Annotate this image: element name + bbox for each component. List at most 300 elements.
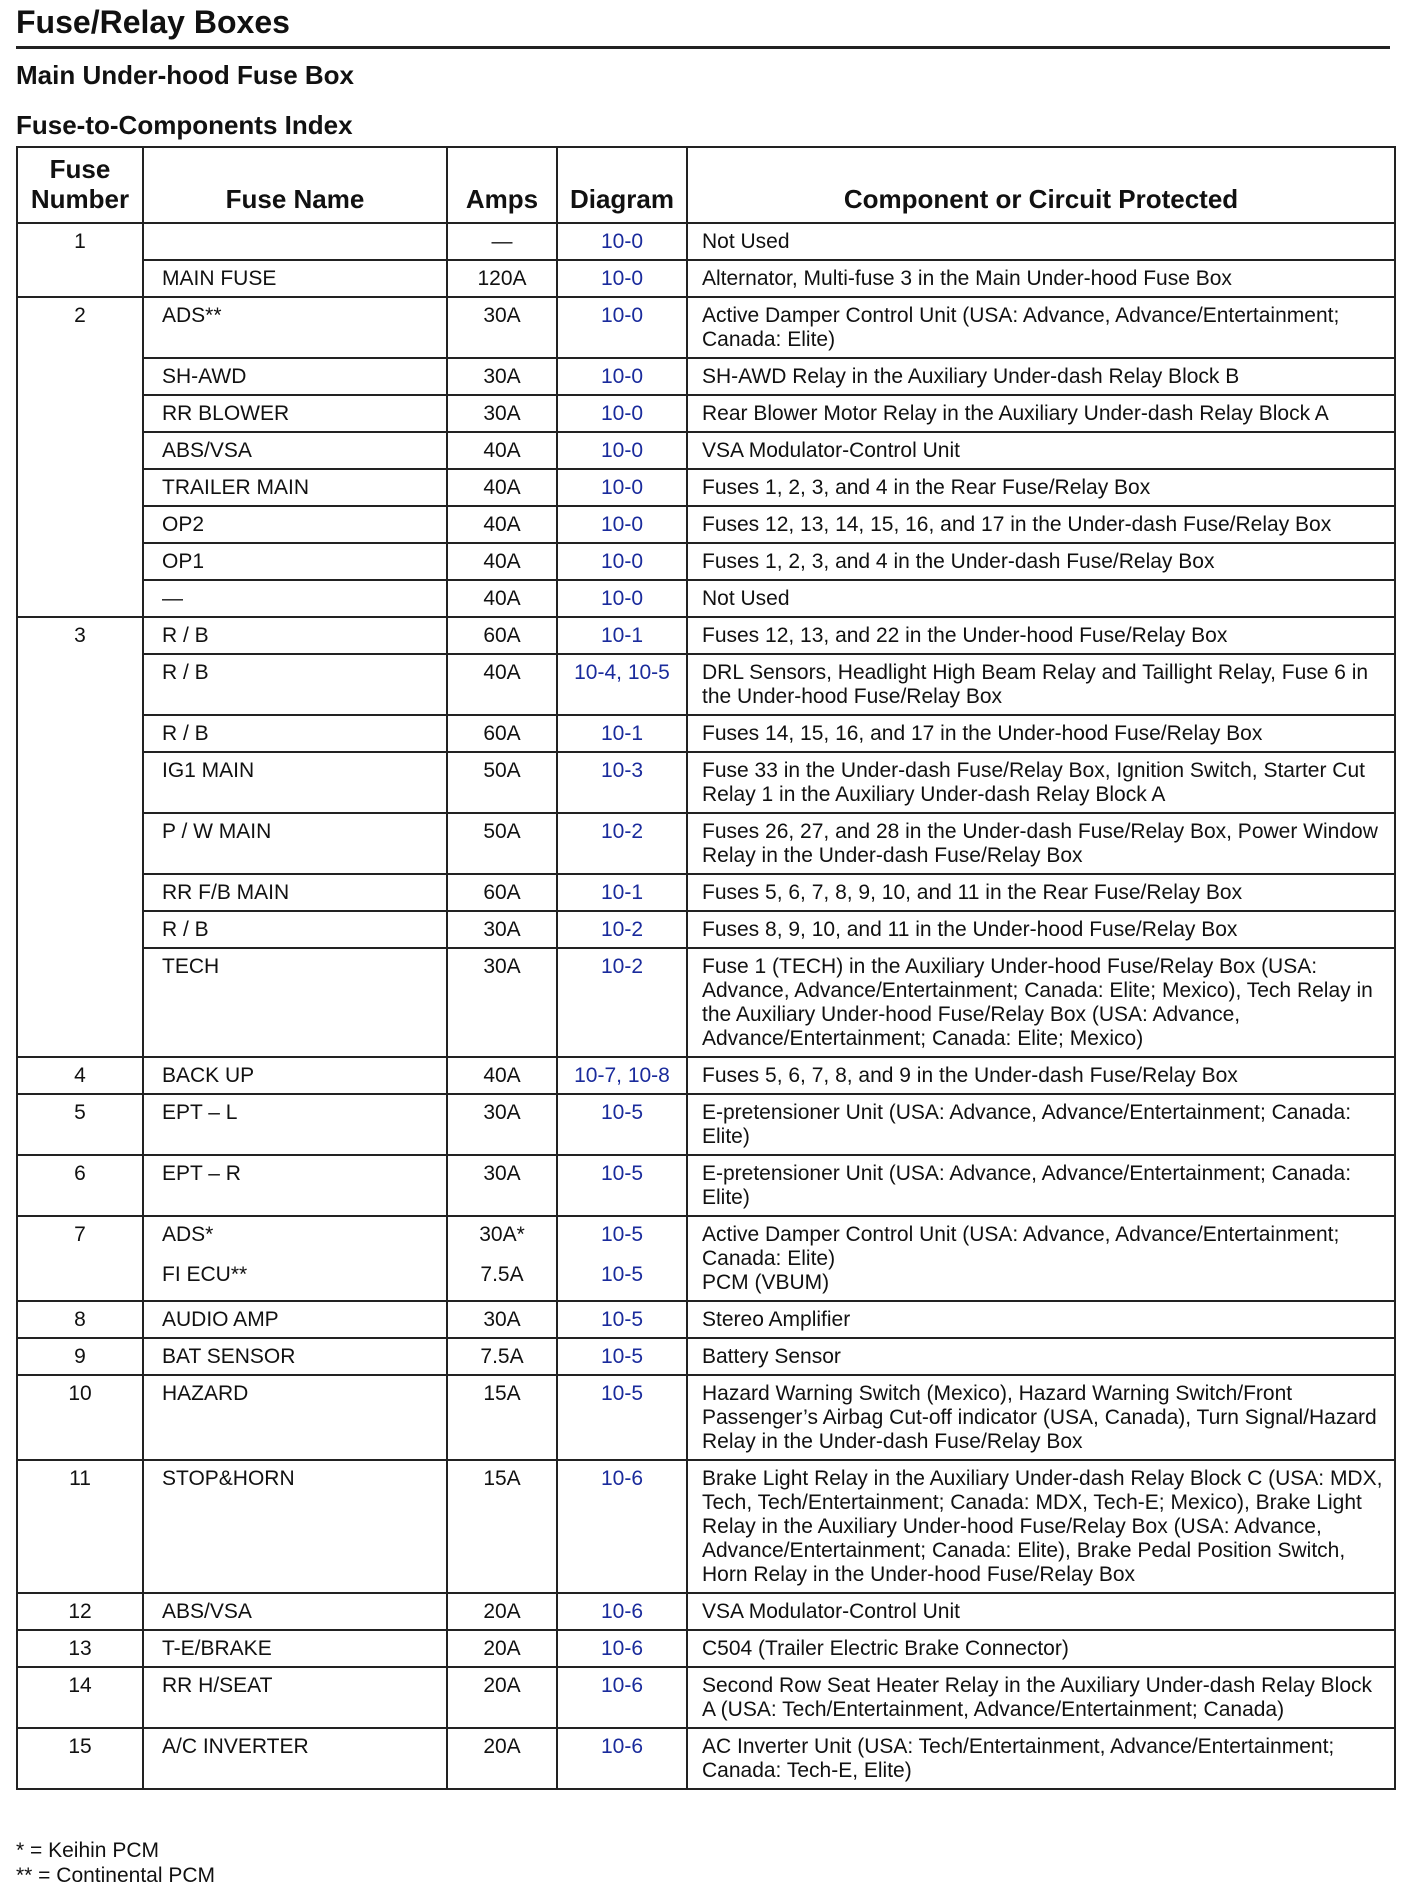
fuse-number-cell-text: 11 (69, 1467, 91, 1490)
amps-cell (447, 813, 557, 874)
amps-cell (447, 654, 557, 715)
component-cell-text: Active Damper Control Unit (USA: Advance, Advance/Entertainment; Canada: Elite) (702, 1223, 1340, 1270)
fuse-name-cell (143, 1375, 447, 1460)
diagram-cell-text: 10-2 (600, 955, 644, 978)
fuse-number-cell (17, 948, 143, 1057)
amps-cell-text: 40A (483, 439, 521, 462)
fuse-name-cell-text: R / B (162, 722, 209, 745)
component-cell-text: Fuses 12, 13, 14, 15, 16, and 17 in the Under-dash Fuse/Relay Box (702, 513, 1332, 536)
component-cell-text: Fuses 12, 13, and 22 in the Under-hood Fuse/Relay Box (702, 624, 1228, 647)
component-cell (687, 654, 1395, 715)
component-cell-text: Active Damper Control Unit (USA: Advance, Advance/Entertainment; Canada: Elite) (702, 304, 1340, 351)
fuse-number-cell (17, 617, 143, 654)
component-cell (687, 1338, 1395, 1375)
fuse-number-cell (17, 543, 143, 580)
fuse-name-cell (143, 1728, 447, 1789)
diagram-cell (557, 1667, 687, 1728)
fuse-number-cell-text: 8 (74, 1308, 86, 1331)
fuse-number-cell-text: 5 (74, 1101, 86, 1124)
amps-cell (447, 1057, 557, 1094)
diagram-cell (557, 297, 687, 358)
amps-cell-text: 30A (483, 365, 521, 388)
diagram-cell-text: 10-6 (600, 1674, 644, 1697)
fuse-name-cell (143, 948, 447, 1057)
amps-cell (447, 1301, 557, 1338)
diagram-cell-text: 10-0 (600, 513, 644, 536)
fuse-number-cell-text: 10 (68, 1382, 92, 1405)
component-cell-text: Fuses 5, 6, 7, 8, 9, 10, and 11 in the Rear Fuse/Relay Box (702, 881, 1243, 904)
fuse-name-cell-text: ABS/VSA (162, 439, 252, 462)
diagram-cell (557, 911, 687, 948)
diagram-cell (557, 395, 687, 432)
diagram-cell (557, 1593, 687, 1630)
diagram-cell (557, 1630, 687, 1667)
fuse-name-cell-text: HAZARD (162, 1382, 249, 1405)
title-divider (16, 46, 1390, 49)
component-cell-text: Hazard Warning Switch (Mexico), Hazard Warning Switch/Front Passenger’s Airbag Cut-off indicator (USA, Canada), Turn Signal/Hazard Relay in the Under-dash Fuse/Relay Box (702, 1382, 1377, 1453)
amps-cell (447, 432, 557, 469)
footnote-continental: ** = Continental PCM (16, 1864, 216, 1887)
fuse-name-cell (143, 1338, 447, 1375)
fuse-name-cell (143, 580, 447, 617)
fuse-number-cell-text: 9 (74, 1345, 86, 1368)
fuse-number-cell (17, 580, 143, 617)
amps-cell (447, 948, 557, 1057)
component-cell (687, 1728, 1395, 1789)
amps-cell-text: 50A (483, 759, 521, 782)
diagram-cell-text: 10-2 (600, 918, 644, 941)
fuse-name-cell (143, 223, 447, 260)
fuse-number-cell (17, 1216, 143, 1301)
fuse-name-cell-text: EPT – L (162, 1101, 238, 1124)
diagram-cell (557, 874, 687, 911)
table-row (17, 617, 1395, 654)
component-cell-text: Not Used (702, 230, 790, 253)
diagram-cell (557, 813, 687, 874)
component-cell-text: Battery Sensor (702, 1345, 841, 1368)
section-heading: Fuse-to-Components Index (16, 110, 353, 140)
component-cell (687, 432, 1395, 469)
amps-cell (447, 1460, 557, 1593)
diagram-cell (557, 1094, 687, 1155)
diagram-cell-text: 10-5 (600, 1101, 644, 1124)
diagram-cell-text: 10-6 (600, 1467, 644, 1490)
table-row (17, 1728, 1395, 1789)
component-cell (687, 260, 1395, 297)
diagram-cell-text: 10-0 (600, 550, 644, 573)
fuse-name-cell-text: ADS** (162, 304, 222, 327)
fuse-name-cell (143, 617, 447, 654)
fuse-name-cell-text: R / B (162, 624, 209, 647)
fuse-name-cell (143, 1667, 447, 1728)
amps-cell (447, 297, 557, 358)
fuse-number-cell (17, 432, 143, 469)
amps-cell-text: 7.5A (480, 1345, 524, 1368)
diagram-cell (557, 580, 687, 617)
fuse-name-cell-text: R / B (162, 918, 209, 941)
component-cell-text: Not Used (702, 587, 790, 610)
fuse-number-cell (17, 911, 143, 948)
fuse-name-cell-text: MAIN FUSE (162, 267, 277, 290)
fuse-number-cell (17, 358, 143, 395)
amps-cell-text: 20A (483, 1600, 521, 1623)
fuse-number-cell-text: 3 (74, 624, 86, 647)
amps-cell (447, 543, 557, 580)
amps-cell-text: 120A (477, 267, 527, 290)
fuse-name-cell-text: P / W MAIN (162, 820, 272, 843)
fuse-name-cell (143, 358, 447, 395)
table-row (17, 1094, 1395, 1155)
fuse-name-cell (143, 1460, 447, 1593)
component-cell (687, 874, 1395, 911)
document-page (16, 0, 1394, 1887)
amps-cell (447, 1094, 557, 1155)
diagram-cell (557, 1216, 687, 1301)
fuse-number-cell (17, 1667, 143, 1728)
amps-cell (447, 395, 557, 432)
table-row (17, 874, 1395, 911)
component-cell (687, 948, 1395, 1057)
amps-cell (447, 911, 557, 948)
component-cell-text: VSA Modulator-Control Unit (702, 439, 960, 462)
fuse-number-cell (17, 297, 143, 358)
fuse-name-cell-text: TECH (162, 955, 220, 978)
diagram-cell-text-secondary: 10-5 (600, 1263, 644, 1286)
fuse-name-cell-text: RR H/SEAT (162, 1674, 273, 1697)
fuse-name-cell-text: IG1 MAIN (162, 759, 255, 782)
table-row (17, 506, 1395, 543)
table-row (17, 1155, 1395, 1216)
fuse-number-cell (17, 654, 143, 715)
diagram-cell-text: 10-0 (600, 439, 644, 462)
fuse-number-cell-text: 13 (68, 1637, 92, 1660)
diagram-cell (557, 715, 687, 752)
fuse-name-cell-text: OP1 (162, 550, 205, 573)
component-cell-text: Stereo Amplifier (702, 1308, 851, 1331)
diagram-cell-text: 10-5 (600, 1223, 644, 1246)
table-row (17, 223, 1395, 260)
header-component: Component or Circuit Protected (687, 147, 1395, 223)
diagram-cell-text: 10-5 (600, 1162, 644, 1185)
amps-cell-text: 40A (483, 550, 521, 573)
fuse-number-cell (17, 395, 143, 432)
component-cell-text: Second Row Seat Heater Relay in the Auxiliary Under-dash Relay Block A (USA: Tech/Entertainment, Advance/Entertainment; Canada) (702, 1674, 1373, 1721)
header-fuse-name: Fuse Name (143, 147, 447, 223)
fuse-name-cell (143, 297, 447, 358)
fuse-name-cell (143, 1593, 447, 1630)
fuse-number-cell-text: 1 (74, 230, 86, 253)
fuse-number-cell (17, 1301, 143, 1338)
amps-cell-text: 40A (483, 476, 521, 499)
table-row (17, 469, 1395, 506)
page-subtitle: Main Under-hood Fuse Box (16, 60, 354, 90)
component-cell (687, 395, 1395, 432)
fuse-name-cell-text: RR BLOWER (162, 402, 290, 425)
amps-cell (447, 1630, 557, 1667)
fuse-name-cell-text: R / B (162, 661, 209, 684)
fuse-number-cell (17, 1460, 143, 1593)
component-cell (687, 1155, 1395, 1216)
diagram-cell-text: 10-1 (600, 624, 644, 647)
component-cell (687, 1094, 1395, 1155)
diagram-cell-text: 10-2 (600, 820, 644, 843)
fuse-name-cell-text: EPT – R (162, 1162, 241, 1185)
amps-cell (447, 260, 557, 297)
fuse-name-cell (143, 506, 447, 543)
component-cell (687, 1593, 1395, 1630)
diagram-cell (557, 752, 687, 813)
amps-cell-text: 20A (483, 1674, 521, 1697)
fuse-name-cell-text: BAT SENSOR (162, 1345, 296, 1368)
fuse-name-cell (143, 654, 447, 715)
amps-cell-text: 40A (483, 587, 521, 610)
fuse-number-cell (17, 1155, 143, 1216)
diagram-cell (557, 1728, 687, 1789)
fuse-number-cell (17, 752, 143, 813)
fuse-number-cell-text: 2 (74, 304, 86, 327)
fuse-number-cell (17, 1630, 143, 1667)
fuse-name-cell (143, 1216, 447, 1301)
component-cell (687, 1216, 1395, 1301)
component-cell (687, 1375, 1395, 1460)
amps-cell (447, 1667, 557, 1728)
fuse-number-cell (17, 1094, 143, 1155)
fuse-name-cell-text-secondary: FI ECU** (162, 1263, 248, 1286)
amps-cell-text: 50A (483, 820, 521, 843)
diagram-cell-text: 10-0 (600, 476, 644, 499)
component-cell (687, 1057, 1395, 1094)
fuse-number-cell (17, 1375, 143, 1460)
diagram-cell (557, 654, 687, 715)
component-cell-text: AC Inverter Unit (USA: Tech/Entertainment, Advance/Entertainment; Canada: Tech-E, Elite) (702, 1735, 1335, 1782)
fuse-number-cell (17, 223, 143, 260)
component-cell-text: E-pretensioner Unit (USA: Advance, Advance/Entertainment; Canada: Elite) (702, 1101, 1352, 1148)
amps-cell-text: 15A (483, 1382, 521, 1405)
fuse-name-cell-text: ABS/VSA (162, 1600, 252, 1623)
component-cell (687, 469, 1395, 506)
header-amps: Amps (447, 147, 557, 223)
amps-cell-text: 20A (483, 1637, 521, 1660)
diagram-cell-text: 10-0 (600, 230, 644, 253)
fuse-name-cell-text: A/C INVERTER (162, 1735, 309, 1758)
component-cell-text: DRL Sensors, Headlight High Beam Relay and Taillight Relay, Fuse 6 in the Under-hood Fuse/Relay Box (702, 661, 1369, 708)
component-cell-text: Fuses 1, 2, 3, and 4 in the Rear Fuse/Relay Box (702, 476, 1151, 499)
fuse-number-cell (17, 874, 143, 911)
table-row (17, 1301, 1395, 1338)
fuse-number-cell-text: 4 (74, 1064, 86, 1087)
amps-cell (447, 1728, 557, 1789)
diagram-cell-text: 10-6 (600, 1600, 644, 1623)
header-fuse-number: Fuse Number (17, 147, 143, 223)
component-cell (687, 1667, 1395, 1728)
table-row (17, 1375, 1395, 1460)
table-row (17, 1216, 1395, 1301)
diagram-cell (557, 223, 687, 260)
fuse-name-cell-text: OP2 (162, 513, 205, 536)
amps-cell-text: 30A (483, 304, 521, 327)
diagram-cell-text: 10-0 (600, 587, 644, 610)
diagram-cell (557, 469, 687, 506)
fuse-name-cell-text: SH-AWD (162, 365, 247, 388)
diagram-cell (557, 1460, 687, 1593)
table-row (17, 580, 1395, 617)
component-cell-text: C504 (Trailer Electric Brake Connector) (702, 1637, 1069, 1660)
amps-cell-text: 60A (483, 722, 521, 745)
fuse-name-cell (143, 395, 447, 432)
fuse-name-cell (143, 1155, 447, 1216)
diagram-cell (557, 1057, 687, 1094)
amps-cell-text: 30A (483, 918, 521, 941)
component-cell-text: Fuses 14, 15, 16, and 17 in the Under-hood Fuse/Relay Box (702, 722, 1263, 745)
fuse-number-cell-text: 14 (68, 1674, 92, 1697)
component-cell (687, 223, 1395, 260)
component-cell (687, 715, 1395, 752)
amps-cell-text: 20A (483, 1735, 521, 1758)
fuse-number-cell-text: 12 (68, 1600, 92, 1623)
fuse-name-cell (143, 469, 447, 506)
diagram-cell-text: 10-0 (600, 304, 644, 327)
component-cell-text-secondary: PCM (VBUM) (702, 1271, 830, 1294)
component-cell-text: Fuses 8, 9, 10, and 11 in the Under-hood Fuse/Relay Box (702, 918, 1238, 941)
amps-cell-text: 30A (483, 1101, 521, 1124)
table-row (17, 715, 1395, 752)
component-cell (687, 358, 1395, 395)
table-row (17, 1460, 1395, 1593)
fuse-name-cell-text: AUDIO AMP (162, 1308, 279, 1331)
component-cell-text: Alternator, Multi-fuse 3 in the Main Under-hood Fuse Box (702, 267, 1232, 290)
component-cell (687, 1301, 1395, 1338)
diagram-cell-text: 10-0 (600, 365, 644, 388)
component-cell (687, 506, 1395, 543)
diagram-cell-text: 10-1 (600, 881, 644, 904)
component-cell (687, 1460, 1395, 1593)
diagram-cell (557, 432, 687, 469)
diagram-cell-text: 10-5 (600, 1345, 644, 1368)
table-row (17, 543, 1395, 580)
amps-cell-text: 40A (483, 661, 521, 684)
diagram-cell (557, 506, 687, 543)
amps-cell (447, 1375, 557, 1460)
fuse-name-cell-text: — (162, 587, 183, 610)
component-cell (687, 752, 1395, 813)
fuse-name-cell-text: TRAILER MAIN (162, 476, 310, 499)
component-cell-text: Brake Light Relay in the Auxiliary Under-dash Relay Block C (USA: MDX, Tech, Tech/Entertainment; Canada: MDX, Tech-E; Mexico), Brake Light Relay in the Auxiliary Under-hood Fuse/Relay Box (USA: Advance, Advance/Entertainment; Canada: Elite), Brake Pedal Position Switch, Horn Relay in the Under-hood Fuse/Relay Box (702, 1467, 1383, 1586)
component-cell-text: Fuses 5, 6, 7, 8, and 9 in the Under-dash Fuse/Relay Box (702, 1064, 1238, 1087)
diagram-cell (557, 358, 687, 395)
amps-cell (447, 580, 557, 617)
fuse-number-cell-text: 15 (68, 1735, 92, 1758)
diagram-cell (557, 260, 687, 297)
diagram-cell-text: 10-5 (600, 1382, 644, 1405)
fuse-number-cell (17, 1593, 143, 1630)
table-row (17, 1338, 1395, 1375)
fuse-number-cell (17, 469, 143, 506)
diagram-cell (557, 1301, 687, 1338)
fuse-name-cell-text: T-E/BRAKE (162, 1637, 272, 1660)
diagram-cell-text: 10-6 (600, 1637, 644, 1660)
fuse-number-cell-text: 6 (74, 1162, 86, 1185)
table-row (17, 297, 1395, 358)
diagram-cell (557, 543, 687, 580)
fuse-number-cell (17, 1338, 143, 1375)
fuse-name-cell (143, 1301, 447, 1338)
diagram-cell-text: 10-1 (600, 722, 644, 745)
amps-cell (447, 358, 557, 395)
fuse-name-cell-text: BACK UP (162, 1064, 255, 1087)
component-cell-text: Rear Blower Motor Relay in the Auxiliary Under-dash Relay Block A (702, 402, 1329, 425)
amps-cell-text: 30A (483, 402, 521, 425)
diagram-cell-text: 10-6 (600, 1735, 644, 1758)
fuse-name-cell (143, 874, 447, 911)
page-title: Fuse/Relay Boxes (16, 4, 290, 40)
diagram-cell-text: 10-7, 10-8 (574, 1064, 670, 1087)
fuse-number-cell (17, 813, 143, 874)
table-row (17, 813, 1395, 874)
fuse-name-cell-text: STOP&HORN (162, 1467, 295, 1490)
component-cell-text: Fuse 1 (TECH) in the Auxiliary Under-hood Fuse/Relay Box (USA: Advance, Advance/Entertainment; Canada: Elite; Mexico), Tech Relay in the Auxiliary Under-hood Fuse/Relay Box (USA: Advance, Advance/Entertainment; Canada: Elite; Mexico) (702, 955, 1373, 1050)
amps-cell (447, 1338, 557, 1375)
table-row (17, 358, 1395, 395)
header-diagram: Diagram (557, 147, 687, 223)
table-row (17, 1630, 1395, 1667)
fuse-name-cell (143, 1057, 447, 1094)
amps-cell-text: 30A (483, 1308, 521, 1331)
fuse-name-cell (143, 911, 447, 948)
amps-cell (447, 874, 557, 911)
fuse-number-cell (17, 715, 143, 752)
amps-cell-text: — (491, 230, 513, 253)
component-cell (687, 813, 1395, 874)
component-cell (687, 911, 1395, 948)
amps-cell (447, 752, 557, 813)
amps-cell (447, 715, 557, 752)
amps-cell (447, 506, 557, 543)
component-cell (687, 580, 1395, 617)
diagram-cell (557, 617, 687, 654)
table-row (17, 432, 1395, 469)
amps-cell (447, 223, 557, 260)
fuse-name-cell-text: RR F/B MAIN (162, 881, 290, 904)
footnotes (16, 1838, 215, 1888)
diagram-cell-text: 10-5 (600, 1308, 644, 1331)
amps-cell (447, 1593, 557, 1630)
table-row (17, 1057, 1395, 1094)
fuse-name-cell (143, 543, 447, 580)
fuse-name-cell (143, 260, 447, 297)
fuse-name-cell (143, 1094, 447, 1155)
diagram-cell (557, 948, 687, 1057)
diagram-cell-text: 10-3 (600, 759, 644, 782)
fuse-number-cell-text: 7 (74, 1223, 86, 1246)
table-row (17, 1667, 1395, 1728)
component-cell (687, 617, 1395, 654)
amps-cell-text: 40A (483, 513, 521, 536)
table-row (17, 752, 1395, 813)
table-row (17, 1593, 1395, 1630)
component-cell-text: Fuses 1, 2, 3, and 4 in the Under-dash Fuse/Relay Box (702, 550, 1215, 573)
component-cell-text: SH-AWD Relay in the Auxiliary Under-dash Relay Block B (702, 365, 1240, 388)
component-cell-text: Fuse 33 in the Under-dash Fuse/Relay Box, Ignition Switch, Starter Cut Relay 1 in the Auxiliary Under-dash Relay Block A (702, 759, 1365, 806)
table-row (17, 948, 1395, 1057)
fuse-number-cell (17, 260, 143, 297)
diagram-cell (557, 1375, 687, 1460)
component-cell-text: E-pretensioner Unit (USA: Advance, Advance/Entertainment; Canada: Elite) (702, 1162, 1352, 1209)
amps-cell-text: 30A* (479, 1223, 525, 1246)
amps-cell-text: 30A (483, 955, 521, 978)
diagram-cell-text: 10-0 (600, 267, 644, 290)
fuse-table-body (17, 223, 1395, 1789)
table-row (17, 911, 1395, 948)
